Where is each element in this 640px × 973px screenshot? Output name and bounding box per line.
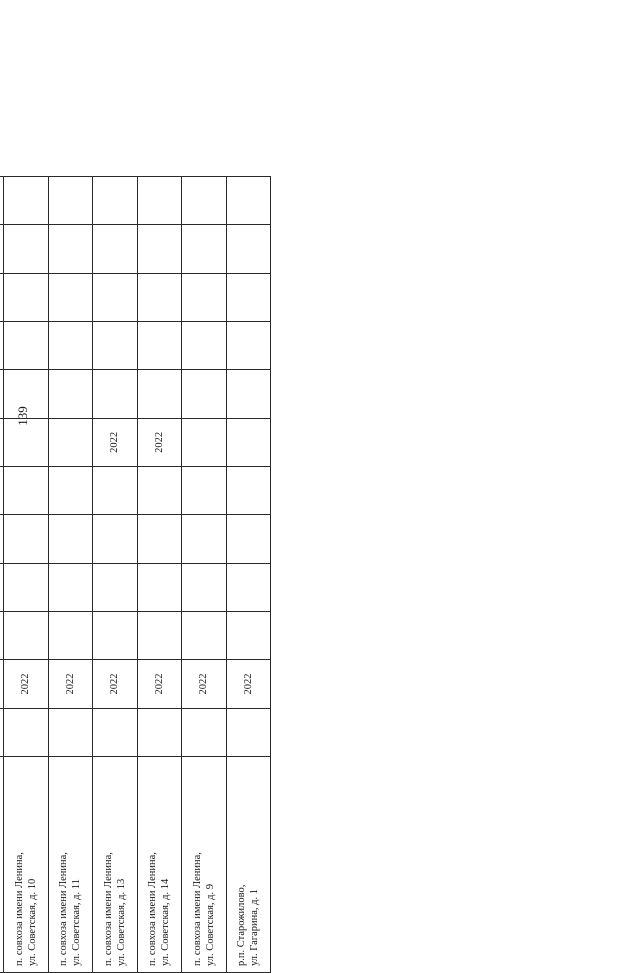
year-cell — [93, 563, 138, 611]
year-cell: 2022 — [93, 418, 138, 466]
year-cell — [93, 273, 138, 321]
year-cell — [226, 225, 271, 273]
year-cell — [182, 273, 227, 321]
year-cell — [137, 322, 182, 370]
year-cell — [182, 322, 227, 370]
year-cell — [137, 515, 182, 563]
settlement-name: р.п. Старожилово, — [236, 884, 248, 966]
page-number: 139 — [15, 406, 30, 426]
street-address: ул. Советская, д. 10 — [26, 878, 38, 966]
year-cell: 2022 — [137, 660, 182, 708]
table-row — [93, 177, 138, 973]
year-cell — [48, 177, 93, 225]
year-cell — [226, 322, 271, 370]
year-cell — [226, 273, 271, 321]
settlement-name: п. совхоза имени Ленина, — [191, 852, 203, 966]
year-cell — [48, 563, 93, 611]
year-cell — [4, 273, 49, 321]
year-cell — [93, 322, 138, 370]
year-cell — [182, 563, 227, 611]
year-cell — [137, 708, 182, 756]
year-cell — [226, 515, 271, 563]
settlement-name: п. совхоза имени Ленина, — [147, 852, 159, 966]
table-row — [226, 177, 271, 973]
year-cell — [137, 612, 182, 660]
year-cell — [182, 177, 227, 225]
street-address: ул. Советская, д. 14 — [160, 878, 172, 966]
year-cell: 2022 — [137, 418, 182, 466]
year-cell — [137, 370, 182, 418]
street-address: ул. Гагарина, д. 1 — [249, 889, 261, 966]
year-cell — [226, 467, 271, 515]
year-cell — [182, 467, 227, 515]
year-cell — [182, 708, 227, 756]
year-cell — [226, 563, 271, 611]
year-cell — [48, 225, 93, 273]
year-cell — [4, 225, 49, 273]
year-cell — [93, 370, 138, 418]
year-cell — [226, 177, 271, 225]
schedule-table — [0, 176, 271, 973]
year-cell — [4, 370, 49, 418]
year-cell — [4, 563, 49, 611]
settlement-name: п. совхоза имени Ленина, — [102, 852, 114, 966]
year-cell — [182, 225, 227, 273]
year-cell — [48, 273, 93, 321]
year-cell — [93, 467, 138, 515]
year-cell — [137, 273, 182, 321]
table-row — [4, 177, 49, 973]
year-cell — [226, 370, 271, 418]
year-cell: 2022 — [93, 660, 138, 708]
year-cell — [4, 612, 49, 660]
year-cell — [93, 225, 138, 273]
settlement-address-cell — [48, 757, 93, 973]
year-cell — [4, 177, 49, 225]
year-cell — [137, 467, 182, 515]
year-cell — [137, 563, 182, 611]
year-cell — [4, 515, 49, 563]
year-cell — [182, 515, 227, 563]
year-cell — [182, 418, 227, 466]
street-address: ул. Советская, д. 9 — [204, 884, 216, 966]
street-address: ул. Советская, д. 11 — [71, 879, 83, 966]
year-cell — [182, 370, 227, 418]
year-cell — [48, 467, 93, 515]
table-row — [137, 177, 182, 973]
year-cell — [137, 225, 182, 273]
settlement-address-cell — [93, 757, 138, 973]
year-cell — [4, 467, 49, 515]
year-cell — [226, 418, 271, 466]
settlement-address-cell — [182, 757, 227, 973]
year-cell — [93, 612, 138, 660]
settlement-address-cell — [4, 757, 49, 973]
year-cell — [93, 708, 138, 756]
year-cell — [4, 418, 49, 466]
year-cell — [93, 177, 138, 225]
year-cell — [48, 370, 93, 418]
year-cell — [226, 612, 271, 660]
year-cell — [182, 612, 227, 660]
year-cell — [93, 515, 138, 563]
settlement-name: п. совхоза имени Ленина, — [13, 852, 25, 966]
year-cell: 2022 — [182, 660, 227, 708]
year-cell — [48, 418, 93, 466]
table-row — [182, 177, 227, 973]
table-row — [48, 177, 93, 973]
rotated-table-wrapper — [0, 177, 261, 973]
settlement-address-cell — [137, 757, 182, 973]
year-cell — [48, 322, 93, 370]
year-cell — [226, 708, 271, 756]
year-cell: 2022 — [48, 660, 93, 708]
year-cell — [48, 515, 93, 563]
year-cell — [137, 177, 182, 225]
year-cell — [48, 708, 93, 756]
settlement-name: п. совхоза имени Ленина, — [58, 852, 70, 966]
settlement-address-cell — [226, 757, 271, 973]
year-cell: 2022 — [4, 660, 49, 708]
year-cell: 2022 — [226, 660, 271, 708]
year-cell — [48, 612, 93, 660]
year-cell — [4, 322, 49, 370]
street-address: ул. Советская, д. 13 — [115, 878, 127, 966]
year-cell — [4, 708, 49, 756]
